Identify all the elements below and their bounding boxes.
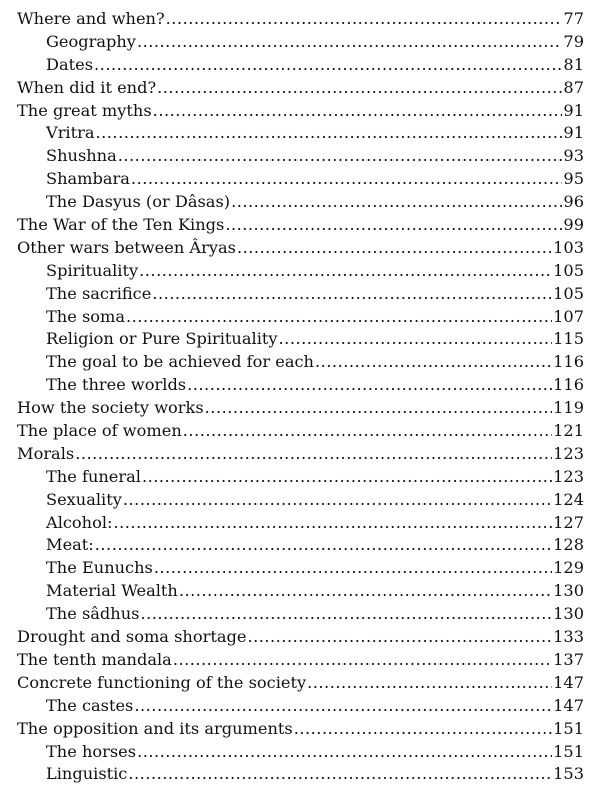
toc-entry-title: The place of women — [17, 421, 182, 441]
toc-entry — [0, 191, 600, 214]
dot-leader — [139, 260, 552, 283]
toc-entry-title: The sâdhus — [46, 604, 140, 624]
toc-entry-title: Linguistic — [46, 764, 128, 784]
toc-entry — [0, 512, 600, 535]
toc-entry-page: 99 — [563, 215, 584, 235]
toc-entry — [0, 351, 600, 374]
dot-leader — [237, 237, 552, 260]
toc-entry-title: The tenth mandala — [17, 649, 172, 669]
toc-entry-title: Shushna — [46, 146, 117, 166]
toc-entry — [0, 763, 600, 786]
toc-entry — [0, 328, 600, 351]
toc-entry — [0, 626, 600, 649]
toc-entry-title: Other wars between Âryas — [17, 237, 236, 257]
toc-entry-title: The castes — [46, 695, 134, 715]
toc-entry-title: Geography — [46, 31, 136, 51]
toc-entry-page: 121 — [553, 421, 584, 441]
toc-entry-page: 107 — [553, 306, 584, 326]
dot-leader — [140, 603, 552, 626]
toc-entry-page: 130 — [553, 581, 584, 601]
toc-entry-page: 96 — [563, 192, 584, 212]
toc-entry-page: 91 — [563, 123, 584, 143]
toc-entry-page: 129 — [553, 558, 584, 578]
toc-entry-title: Morals — [17, 443, 75, 463]
toc-entry-title: When did it end? — [17, 77, 157, 97]
toc-entry — [0, 31, 600, 54]
toc-entry-page: 115 — [553, 329, 584, 349]
toc-entry-title: The opposition and its arguments — [17, 718, 293, 738]
toc-entry-page: 116 — [553, 375, 584, 395]
toc-entry-page: 137 — [553, 649, 584, 669]
toc-entry-page: 119 — [553, 398, 584, 418]
toc-entry — [0, 54, 600, 77]
toc-entry-page: 81 — [563, 54, 584, 74]
dot-leader — [113, 512, 552, 535]
dot-leader — [187, 374, 552, 397]
toc-entry-title: How the society works — [17, 398, 204, 418]
toc-entry-title: The soma — [46, 306, 126, 326]
toc-entry-title: Where and when? — [17, 9, 165, 28]
toc-entry-title: The sacrifice — [46, 283, 152, 303]
toc-entry — [0, 672, 600, 695]
toc-entry-page: 130 — [553, 604, 584, 624]
toc-entry-page: 127 — [553, 512, 584, 532]
dot-leader — [134, 695, 552, 718]
table-of-contents — [0, 8, 600, 786]
dot-leader — [279, 328, 553, 351]
toc-entry-title: The Eunuchs — [46, 558, 153, 578]
toc-entry-title: Vritra — [46, 123, 95, 143]
toc-entry-title: The Dasyus (or Dâsas) — [46, 192, 231, 212]
dot-leader — [94, 54, 562, 77]
dot-leader — [294, 718, 552, 741]
dot-leader — [131, 168, 562, 191]
toc-entry-page: 105 — [553, 260, 584, 280]
toc-entry-page: 95 — [563, 169, 584, 189]
toc-entry-title: The goal to be achieved for each — [46, 352, 314, 372]
toc-entry-page: 87 — [563, 77, 584, 97]
toc-entry — [0, 77, 600, 100]
toc-entry — [0, 695, 600, 718]
toc-entry-title: Material Wealth — [46, 581, 178, 601]
toc-entry-title: Dates — [46, 54, 94, 74]
toc-entry-page: 105 — [553, 283, 584, 303]
toc-entry-title: Spirituality — [46, 260, 139, 280]
toc-entry — [0, 580, 600, 603]
toc-entry-title: Meat: — [46, 535, 94, 555]
toc-entry — [0, 260, 600, 283]
toc-entry-page: 93 — [563, 146, 584, 166]
dot-leader — [118, 145, 563, 168]
toc-entry-page: 91 — [563, 100, 584, 120]
toc-entry — [0, 214, 600, 237]
toc-entry-page: 153 — [553, 764, 584, 784]
dot-leader — [173, 649, 552, 672]
toc-entry — [0, 374, 600, 397]
toc-entry-page: 133 — [553, 627, 584, 647]
dot-leader — [157, 77, 562, 100]
toc-entry-page: 123 — [553, 443, 584, 463]
toc-entry — [0, 443, 600, 466]
toc-entry — [0, 466, 600, 489]
toc-entry-title: Drought and soma shortage — [17, 627, 247, 647]
toc-entry — [0, 603, 600, 626]
toc-entry — [0, 306, 600, 329]
toc-entry-page: 151 — [553, 741, 584, 761]
toc-entry — [0, 283, 600, 306]
toc-entry-title: Sexuality — [46, 489, 122, 509]
toc-entry-page: 116 — [553, 352, 584, 372]
dot-leader — [231, 191, 562, 214]
dot-leader — [96, 122, 563, 145]
toc-entry — [0, 397, 600, 420]
dot-leader — [152, 283, 552, 306]
toc-entry-title: The three worlds — [46, 375, 187, 395]
toc-entry-page: 147 — [553, 672, 584, 692]
dot-leader — [225, 214, 562, 237]
toc-entry-page: 77 — [563, 9, 584, 28]
toc-entry-page: 123 — [553, 466, 584, 486]
toc-entry — [0, 145, 600, 168]
toc-entry — [0, 649, 600, 672]
toc-entry — [0, 168, 600, 191]
dot-leader — [154, 557, 552, 580]
toc-entry-page: 151 — [553, 718, 584, 738]
dot-leader — [123, 489, 552, 512]
toc-entry-title: The funeral — [46, 466, 141, 486]
dot-leader — [142, 466, 552, 489]
toc-entry — [0, 237, 600, 260]
dot-leader — [166, 8, 563, 31]
toc-entry — [0, 8, 600, 31]
toc-entry-title: Shambara — [46, 169, 130, 189]
dot-leader — [153, 100, 563, 123]
toc-entry-title: The War of the Ten Kings — [17, 215, 225, 235]
dot-leader — [137, 31, 562, 54]
dot-leader — [315, 351, 552, 374]
dot-leader — [205, 397, 552, 420]
toc-entry-title: Alcohol: — [46, 512, 113, 532]
dot-leader — [128, 763, 552, 786]
dot-leader — [95, 534, 552, 557]
toc-entry — [0, 100, 600, 123]
toc-entry — [0, 489, 600, 512]
toc-entry — [0, 420, 600, 443]
toc-entry-page: 128 — [553, 535, 584, 555]
toc-entry — [0, 741, 600, 764]
toc-entry — [0, 122, 600, 145]
toc-entry-title: Religion or Pure Spirituality — [46, 329, 278, 349]
toc-entry-page: 79 — [563, 31, 584, 51]
toc-entry — [0, 534, 600, 557]
toc-entry-page: 147 — [553, 695, 584, 715]
dot-leader — [307, 672, 552, 695]
toc-entry-title: The great myths — [17, 100, 152, 120]
dot-leader — [75, 443, 552, 466]
toc-entry-title: Concrete functioning of the society — [17, 672, 307, 692]
dot-leader — [183, 420, 552, 443]
dot-leader — [247, 626, 552, 649]
dot-leader — [137, 741, 552, 764]
dot-leader — [179, 580, 552, 603]
toc-entry — [0, 557, 600, 580]
dot-leader — [126, 306, 552, 329]
toc-entry — [0, 718, 600, 741]
toc-entry-title: The horses — [46, 741, 137, 761]
toc-entry-page: 103 — [553, 237, 584, 257]
toc-entry-page: 124 — [553, 489, 584, 509]
